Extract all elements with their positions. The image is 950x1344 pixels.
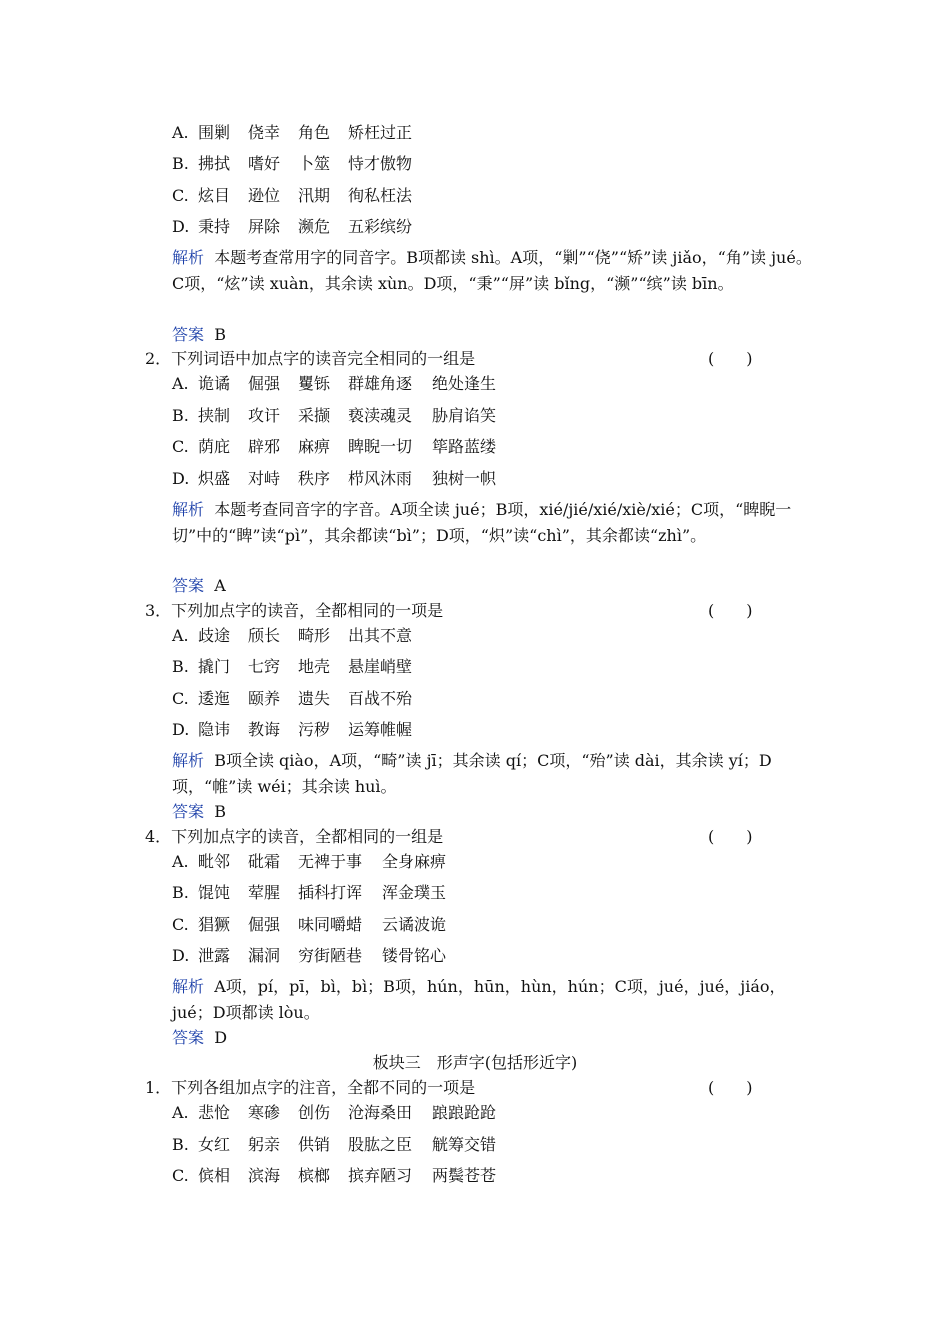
answer [172,576,226,596]
answer-label: 答案 [172,576,205,595]
explanation [172,497,822,549]
answer-value: A [214,576,226,595]
answer-value: B [214,802,226,821]
explanation-label: 解析 [172,751,205,770]
question-stem: 1．下列各组加点字的注音，全都不同的一项是 ( ) [145,1078,753,1097]
answer-label: 答案 [172,325,205,344]
explanation-text: 本题考查同音字的字音。A项全读 jué；B项，xié/jié/xié/xiè/xié；C项，“睥睨一切”中的“睥”读“pì”，其余都读“bì”；D项，“炽”读“chì”，其余都读“zhì”。 [172,500,792,545]
explanation [172,245,822,297]
question-stem: 4．下列加点字的读音，全都相同的一组是 ( ) [145,827,753,846]
explanation-text: 本题考查常用字的同音字。B项都读 shì。A项，“剿”“侥”“矫”读 jiǎo，“角”读 jué。C项，“炫”读 xuàn，其余读 xùn。D项，“秉”“屏”读 bǐng，“濒”“缤”读 bīn。 [172,248,812,293]
document-page: A. 围剿 侥幸 角色 矫枉过正 B. 拂拭 嗜好 卜筮 恃才傲物 C. 炫目 逊位 汛期 徇私枉法 D. 秉持 屏除 濒危 五彩缤纷 解析 本题考查常用字的同音字。B项都读 shì。A项，“剿”“侥”“矫”读 jiǎo，“角”读 jué。C项，“炫”读 xuàn，其余读 xùn。D项，“秉”“屏”读 bǐng，“濒”“缤”读 bīn。 答案 B 2．下列词语中加点字的读音完全相同的一组是 ( ) A. 诡谲 倔强 矍铄 群雄角逐 绝处逢生 B. 挟制 攻讦 采撷 亵渎魂灵 胁肩谄笑 C. 荫庇 辟邪 麻痹 睥睨一切 筚路蓝缕 D. 炽盛 对峙 秩序 栉风沐雨 独树一帜 解析 本题考查同音字的字音。A项全读 jué；B项，xié/jié/xié/xiè/xié；C项，“睥睨一切”中的“睥”读“pì”，其余都读“bì”；D项，“炽”读“chì”，其余都读“zhì”。 答案 A 3．下列加点字的读音，全都相同的一项是 ( ) A. 歧途 颀长 畸形 出其不意 B. 撬门 七窍 地壳 悬崖峭壁 C. 逶迤 颐养 遗失 百战不殆 D. 隐讳 教诲 污秽 运筹帷幄 解析 B项全读 qiào，A项，“畸”读 jī；其余读 qí；C项，“殆”读 dài，其余读 yí；D项，“帷”读 wéi；其余读 huì。 答案 B 4．下列加点字的读音，全都相同的一组是 ( ) A. 毗邻 砒霜 无裨于事 全身麻痹 B. 馄饨 荤腥 插科打诨 浑金璞玉 C. 猖獗 倔强 味同嚼蜡 云谲波诡 D. 泄露 漏洞 穷街陋巷 镂骨铭心 解析 A项，pí，pī，bì，bì；B项，hún，hūn，hùn，hún；C项，jué，jué，jiáo，jué；D项都读 lòu。 答案 D 板块三 形声字(包括形近字) 1．下列各组加点字的注音，全都不同的一项是 ( ) A. 悲怆 寒碜 创伤 沧海桑田 踉踉跄跄 B. 女红 躬亲 供销 股肱之臣 觥筹交错 C. 傧相 滨海 槟榔 摈弃陋习 两鬓苍苍 [0,0,950,1344]
answer [172,325,226,345]
answer [172,802,226,822]
answer-label: 答案 [172,802,205,821]
answer-label: 答案 [172,1028,205,1047]
section-title: 板块三 形声字(包括形近字) [372,1053,578,1072]
explanation [172,974,822,1026]
explanation-text: A项，pí，pī，bì，bì；B项，hún，hūn，hùn，hún；C项，jué，jué，jiáo，jué；D项都读 lòu。 [172,977,786,1022]
explanation-label: 解析 [172,977,205,996]
answer [172,1028,227,1048]
question-stem: 2．下列词语中加点字的读音完全相同的一组是 ( ) [145,349,753,368]
answer-value: B [214,325,226,344]
question-stem: 3．下列加点字的读音，全都相同的一项是 ( ) [145,601,753,620]
explanation [172,748,822,800]
explanation-text: B项全读 qiào，A项，“畸”读 jī；其余读 qí；C项，“殆”读 dài，其余读 yí；D项，“帷”读 wéi；其余读 huì。 [172,751,772,796]
explanation-label: 解析 [172,500,205,519]
explanation-label: 解析 [172,248,205,267]
answer-value: D [214,1028,228,1047]
